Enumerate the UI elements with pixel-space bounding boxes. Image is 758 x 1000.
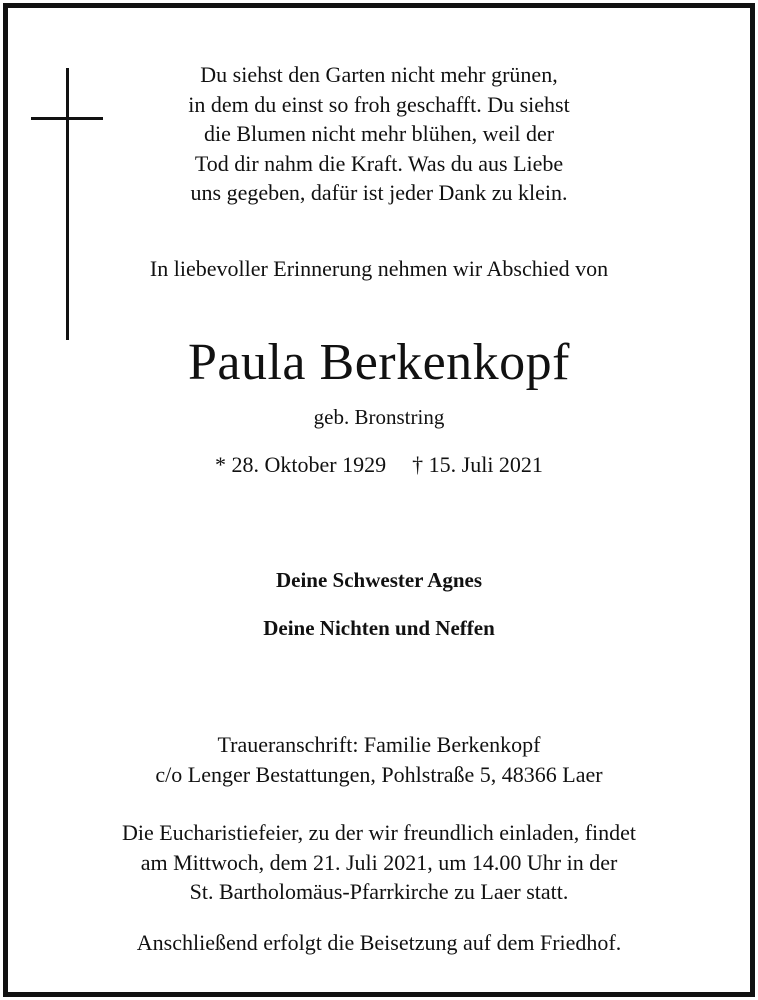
farewell-intro: In liebevoller Erinnerung nehmen wir Abschied von (149, 256, 609, 281)
mourning-address (0, 730, 758, 789)
service-line: am Mittwoch, dem 21. Juli 2021, um 14.00 Uhr in der (140, 849, 618, 875)
poem-line: in dem du einst so froh geschafft. Du siehst (188, 91, 570, 117)
address-line: Traueranschrift: Familie Berkenkopf (217, 732, 541, 757)
burial-note: Anschließend erfolgt die Beisetzung auf dem Friedhof. (136, 930, 622, 955)
maiden-name: geb. Bronstring (313, 405, 445, 429)
life-dates (0, 450, 758, 480)
poem-line: die Blumen nicht mehr blühen, weil der (203, 121, 555, 146)
service-line: St. Bartholomäus-Pfarrkirche zu Laer statt. (189, 879, 569, 904)
poem-line: Du siehst den Garten nicht mehr grünen, (200, 62, 558, 87)
death-date: † 15. Juli 2021 (412, 452, 543, 477)
mourner-nieces-nephews: Deine Nichten und Neffen (263, 616, 495, 640)
poem-line: uns gegeben, dafür ist jeder Dank zu klein. (190, 180, 568, 205)
birth-date: * 28. Oktober 1929 (215, 452, 387, 477)
deceased-name: Paula Berkenkopf (187, 334, 570, 391)
mourner-sister: Deine Schwester Agnes (275, 568, 483, 592)
service-line: Die Eucharistiefeier, zu der wir freundlich einladen, findet (121, 820, 637, 845)
address-line: c/o Lenger Bestattungen, Pohlstraße 5, 48366 Laer (155, 761, 603, 787)
memorial-poem (0, 60, 758, 208)
service-announcement (0, 818, 758, 907)
poem-line: Tod dir nahm die Kraft. Was du aus Liebe (194, 150, 564, 176)
